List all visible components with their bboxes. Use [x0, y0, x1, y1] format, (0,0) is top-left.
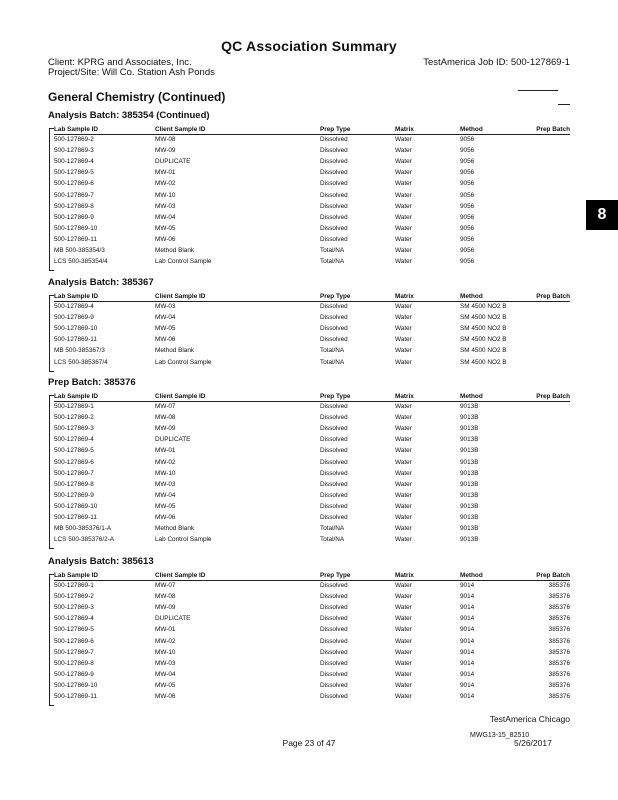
table-cell: 500-127869-3: [54, 604, 94, 612]
table-cell: MW-04: [155, 314, 176, 322]
table-cell: 385376: [548, 615, 570, 623]
table-cell: SM 4500 NO2 B: [460, 303, 507, 310]
table-cell: 500-127869-11: [54, 514, 97, 521]
table-cell: SM 4500 NO2 B: [460, 336, 507, 344]
column-header: Method: [460, 393, 483, 400]
table-cell: 385376: [548, 637, 570, 645]
table-cell: Water: [395, 436, 412, 444]
table-cell: 9014: [460, 626, 475, 634]
table-cell: 385376: [548, 659, 570, 667]
column-header: Client Sample ID: [155, 126, 206, 133]
table-cell: Water: [395, 425, 412, 433]
table-cell: Water: [395, 224, 412, 232]
table-cell: Lab Control Sample: [155, 536, 212, 544]
table-cell: 500-127869-4: [54, 303, 94, 310]
table-cell: Water: [395, 604, 412, 612]
table-cell: Total/NA: [320, 525, 345, 533]
header-rule: [518, 90, 558, 91]
table-cell: Dissolved: [320, 303, 348, 310]
table-cell: 500-127869-9: [54, 213, 94, 221]
table-cell: 9014: [460, 637, 475, 645]
table-cell: Dissolved: [320, 447, 348, 455]
table-cell: MW-02: [155, 637, 176, 645]
table-cell: Water: [395, 147, 412, 155]
column-header: Prep Batch: [536, 572, 570, 579]
table-cell: Dissolved: [320, 491, 348, 499]
table-cell: MW-01: [155, 169, 176, 177]
column-header: Prep Batch: [536, 393, 570, 400]
table-cell: Dissolved: [320, 158, 348, 166]
table-cell: 9013B: [460, 525, 479, 533]
table-cell: 500-127869-3: [54, 425, 94, 433]
table-cell: MW-09: [155, 425, 176, 433]
table-cell: Dissolved: [320, 224, 348, 232]
table-cell: 9056: [460, 136, 475, 143]
footer-page: Page 23 of 47: [282, 738, 336, 748]
table-cell: 9056: [460, 247, 475, 254]
batch-title: Analysis Batch: 385613: [48, 556, 154, 567]
table-cell: Water: [395, 615, 412, 623]
table-cell: Water: [395, 525, 412, 533]
table-cell: Water: [395, 648, 412, 656]
column-header: Lab Sample ID: [54, 126, 99, 133]
table-cell: Water: [395, 637, 412, 645]
table-cell: 500-127869-4: [54, 436, 94, 444]
table-cell: MW-05: [155, 325, 176, 333]
table-cell: MW-10: [155, 648, 176, 656]
table-cell: 9056: [460, 202, 475, 210]
column-header: Method: [460, 293, 483, 300]
table-cell: 385376: [548, 693, 570, 700]
table-cell: Total/NA: [320, 536, 345, 544]
table-cell: Dissolved: [320, 659, 348, 667]
column-header: Lab Sample ID: [54, 293, 99, 300]
table-cell: MW-10: [155, 191, 176, 199]
table-cell: 500-127869-1: [54, 582, 94, 589]
table-cell: Dissolved: [320, 202, 348, 210]
table-cell: 500-127869-2: [54, 414, 94, 422]
table-cell: Dissolved: [320, 180, 348, 188]
table-cell: Water: [395, 235, 412, 243]
table-cell: 9014: [460, 593, 475, 601]
table-cell: Water: [395, 403, 412, 410]
table-cell: 385376: [548, 604, 570, 612]
table-cell: 9014: [460, 693, 475, 700]
table-cell: LCS 500-385367/4: [54, 358, 108, 366]
table-cell: MW-08: [155, 136, 176, 143]
table-cell: SM 4500 NO2 B: [460, 347, 507, 355]
table-cell: 500-127869-4: [54, 158, 94, 166]
table-cell: Dissolved: [320, 469, 348, 477]
table-cell: 385376: [548, 593, 570, 601]
table-cell: Dissolved: [320, 414, 348, 422]
table-cell: Dissolved: [320, 681, 348, 689]
table-cell: MB 500-385354/3: [54, 247, 105, 254]
table-cell: 500-127869-6: [54, 637, 94, 645]
table-cell: Dissolved: [320, 403, 348, 410]
table-cell: 500-127869-10: [54, 681, 98, 689]
table-cell: 500-127869-11: [54, 235, 97, 243]
table-cell: Dissolved: [320, 336, 348, 344]
table-cell: Water: [395, 347, 412, 355]
table-cell: MW-10: [155, 469, 176, 477]
table-cell: MW-02: [155, 180, 176, 188]
table-cell: Water: [395, 626, 412, 634]
footer-date: 5/26/2017: [514, 738, 552, 748]
table-cell: 500-127869-9: [54, 670, 94, 678]
project-line: Project/Site: Will Co. Station Ash Ponds: [48, 67, 215, 78]
table-cell: Water: [395, 469, 412, 477]
table-cell: MW-06: [155, 336, 176, 344]
table-cell: MW-03: [155, 659, 176, 667]
header-underline: [54, 134, 570, 135]
table-cell: Dissolved: [320, 648, 348, 656]
table-cell: DUPLICATE: [155, 615, 191, 623]
column-header: Method: [460, 572, 483, 579]
table-cell: 500-127869-8: [54, 659, 94, 667]
table-cell: Water: [395, 593, 412, 601]
table-cell: MW-01: [155, 626, 176, 634]
table-cell: MW-03: [155, 480, 176, 488]
table-cell: MW-06: [155, 235, 176, 243]
table-cell: Dissolved: [320, 637, 348, 645]
header-underline: [54, 301, 570, 302]
table-cell: Total/NA: [320, 358, 345, 366]
table-cell: 500-127869-10: [54, 325, 98, 333]
table-cell: Dissolved: [320, 314, 348, 322]
table-cell: 9056: [460, 147, 475, 155]
table-cell: Water: [395, 180, 412, 188]
table-cell: 9013B: [460, 414, 479, 422]
batch-title: Analysis Batch: 385354 (Continued): [48, 110, 210, 121]
table-cell: 500-127869-11: [54, 336, 97, 344]
table-cell: 500-127869-9: [54, 491, 94, 499]
table-cell: Dissolved: [320, 191, 348, 199]
table-cell: Water: [395, 582, 412, 589]
table-cell: 500-127869-8: [54, 202, 94, 210]
table-cell: Water: [395, 659, 412, 667]
table-cell: 9056: [460, 224, 475, 232]
table-cell: MW-04: [155, 213, 176, 221]
table-cell: Dissolved: [320, 235, 348, 243]
table-cell: 9013B: [460, 447, 479, 455]
table-cell: MW-05: [155, 502, 176, 510]
table-cell: 9014: [460, 648, 475, 656]
table-cell: 9056: [460, 213, 475, 221]
page-title: QC Association Summary: [221, 38, 397, 54]
table-cell: SM 4500 NO2 B: [460, 325, 507, 333]
table-cell: Water: [395, 136, 412, 143]
table-cell: 9013B: [460, 425, 479, 433]
table-cell: 9013B: [460, 536, 479, 544]
table-cell: Water: [395, 325, 412, 333]
footer-doc-code: MWG13-15_82510: [470, 732, 530, 739]
table-cell: Water: [395, 258, 412, 266]
table-cell: 500-127869-7: [54, 469, 94, 477]
table-cell: 9014: [460, 615, 475, 623]
table-cell: MW-06: [155, 514, 176, 521]
table-cell: Water: [395, 358, 412, 366]
table-cell: 500-127869-5: [54, 626, 94, 634]
table-cell: Method Blank: [155, 247, 195, 254]
table-cell: Lab Control Sample: [155, 358, 212, 366]
table-cell: Dissolved: [320, 147, 348, 155]
table-cell: Dissolved: [320, 136, 348, 143]
table-cell: SM 4500 NO2 B: [460, 358, 507, 366]
table-cell: 500-127869-6: [54, 180, 94, 188]
column-header: Client Sample ID: [155, 293, 206, 300]
table-cell: 385376: [548, 681, 570, 689]
table-cell: 9056: [460, 258, 475, 266]
table-cell: 9013B: [460, 480, 479, 488]
header-rule-short: [558, 104, 570, 105]
column-header: Prep Type: [320, 126, 351, 133]
table-cell: LCS 500-385376/2-A: [54, 536, 115, 544]
table-cell: 500-127869-4: [54, 615, 94, 623]
table-cell: MW-07: [155, 582, 176, 589]
table-cell: Water: [395, 247, 412, 254]
table-cell: MW-04: [155, 670, 176, 678]
table-cell: 385376: [548, 582, 570, 589]
table-cell: Dissolved: [320, 502, 348, 510]
table-cell: 9014: [460, 670, 475, 678]
table-cell: Water: [395, 191, 412, 199]
column-header: Prep Batch: [536, 293, 570, 300]
table-cell: 9056: [460, 158, 475, 166]
batch-title: Prep Batch: 385376: [48, 377, 136, 388]
table-cell: Dissolved: [320, 615, 348, 623]
column-header: Matrix: [395, 126, 414, 133]
table-cell: Dissolved: [320, 325, 348, 333]
table-cell: Method Blank: [155, 347, 195, 355]
table-cell: MW-01: [155, 447, 176, 455]
table-cell: Dissolved: [320, 604, 348, 612]
table-cell: 500-127869-2: [54, 593, 94, 601]
column-header: Client Sample ID: [155, 393, 206, 400]
table-cell: 9056: [460, 235, 475, 243]
column-header: Matrix: [395, 293, 414, 300]
table-cell: 500-127869-10: [54, 224, 98, 232]
table-cell: MB 500-385367/3: [54, 347, 105, 355]
column-header: Prep Type: [320, 393, 351, 400]
table-cell: 9013B: [460, 436, 479, 444]
table-cell: MW-03: [155, 202, 176, 210]
table-cell: Water: [395, 514, 412, 521]
table-cell: Dissolved: [320, 514, 348, 521]
table-cell: 9056: [460, 180, 475, 188]
table-cell: DUPLICATE: [155, 436, 191, 444]
table-cell: Water: [395, 693, 412, 700]
table-cell: 9014: [460, 681, 475, 689]
table-cell: 9013B: [460, 458, 479, 466]
table-cell: 9014: [460, 604, 475, 612]
table-cell: MW-02: [155, 458, 176, 466]
batch-title: Analysis Batch: 385367: [48, 277, 154, 288]
table-cell: MB 500-385376/1-A: [54, 525, 112, 533]
table-cell: MW-05: [155, 224, 176, 232]
table-cell: 385376: [548, 648, 570, 656]
column-header: Lab Sample ID: [54, 572, 99, 579]
table-cell: 500-127869-6: [54, 458, 94, 466]
column-header: Matrix: [395, 572, 414, 579]
footer-company: TestAmerica Chicago: [489, 714, 570, 724]
table-cell: 500-127869-3: [54, 147, 94, 155]
table-cell: 500-127869-10: [54, 502, 98, 510]
column-header: Client Sample ID: [155, 572, 206, 579]
table-cell: Water: [395, 536, 412, 544]
table-cell: Total/NA: [320, 247, 345, 254]
table-cell: 500-127869-9: [54, 314, 94, 322]
table-cell: Water: [395, 213, 412, 221]
table-cell: MW-05: [155, 681, 176, 689]
table-cell: 500-127869-7: [54, 648, 94, 656]
table-cell: 9056: [460, 191, 475, 199]
table-cell: Water: [395, 491, 412, 499]
table-cell: Dissolved: [320, 626, 348, 634]
table-cell: MW-08: [155, 593, 176, 601]
table-cell: Total/NA: [320, 258, 345, 266]
table-cell: Dissolved: [320, 670, 348, 678]
table-cell: Dissolved: [320, 693, 348, 700]
table-cell: Dissolved: [320, 458, 348, 466]
table-cell: Water: [395, 681, 412, 689]
table-cell: 9013B: [460, 403, 479, 410]
table-cell: Dissolved: [320, 593, 348, 601]
table-cell: MW-04: [155, 491, 176, 499]
column-header: Prep Type: [320, 572, 351, 579]
table-cell: MW-09: [155, 604, 176, 612]
table-cell: Water: [395, 502, 412, 510]
table-cell: 9056: [460, 169, 475, 177]
table-cell: Water: [395, 447, 412, 455]
job-id: TestAmerica Job ID: 500-127869-1: [423, 57, 570, 68]
table-cell: Water: [395, 303, 412, 310]
table-cell: 500-127869-5: [54, 447, 94, 455]
table-cell: 385376: [548, 670, 570, 678]
column-header: Matrix: [395, 393, 414, 400]
table-cell: MW-03: [155, 303, 176, 310]
table-cell: 9013B: [460, 502, 479, 510]
table-cell: MW-09: [155, 147, 176, 155]
table-cell: Dissolved: [320, 425, 348, 433]
table-cell: 385376: [548, 626, 570, 634]
table-cell: Total/NA: [320, 347, 345, 355]
section-title: General Chemistry (Continued): [48, 90, 226, 104]
table-cell: 500-127869-5: [54, 169, 94, 177]
header-underline: [54, 580, 570, 581]
table-cell: Water: [395, 336, 412, 344]
table-cell: Water: [395, 202, 412, 210]
table-cell: 500-127869-8: [54, 480, 94, 488]
table-cell: Water: [395, 169, 412, 177]
column-header: Prep Batch: [536, 126, 570, 133]
table-cell: 500-127869-11: [54, 693, 97, 700]
table-cell: 500-127869-7: [54, 191, 94, 199]
table-cell: MW-07: [155, 403, 176, 410]
table-cell: Dissolved: [320, 436, 348, 444]
table-cell: Water: [395, 414, 412, 422]
section-tab: 8: [586, 200, 618, 230]
table-cell: DUPLICATE: [155, 158, 191, 166]
table-cell: Dissolved: [320, 213, 348, 221]
table-cell: Method Blank: [155, 525, 195, 533]
table-cell: Water: [395, 670, 412, 678]
table-cell: Dissolved: [320, 582, 348, 589]
table-cell: MW-08: [155, 414, 176, 422]
column-header: Lab Sample ID: [54, 393, 99, 400]
table-cell: Water: [395, 458, 412, 466]
table-cell: Water: [395, 158, 412, 166]
table-cell: 9013B: [460, 514, 479, 521]
table-cell: Water: [395, 314, 412, 322]
table-cell: LCS 500-385354/4: [54, 258, 108, 266]
table-cell: 9013B: [460, 491, 479, 499]
table-cell: 9014: [460, 659, 475, 667]
table-cell: 500-127869-2: [54, 136, 94, 143]
table-cell: Lab Control Sample: [155, 258, 212, 266]
table-cell: Dissolved: [320, 169, 348, 177]
table-cell: Dissolved: [320, 480, 348, 488]
table-cell: SM 4500 NO2 B: [460, 314, 507, 322]
table-cell: 9013B: [460, 469, 479, 477]
table-cell: 9014: [460, 582, 475, 589]
column-header: Prep Type: [320, 293, 351, 300]
table-cell: 500-127869-1: [54, 403, 94, 410]
table-cell: Water: [395, 480, 412, 488]
column-header: Method: [460, 126, 483, 133]
table-cell: MW-06: [155, 693, 176, 700]
header-underline: [54, 401, 570, 402]
client-line: Client: KPRG and Associates, Inc.: [48, 57, 192, 68]
